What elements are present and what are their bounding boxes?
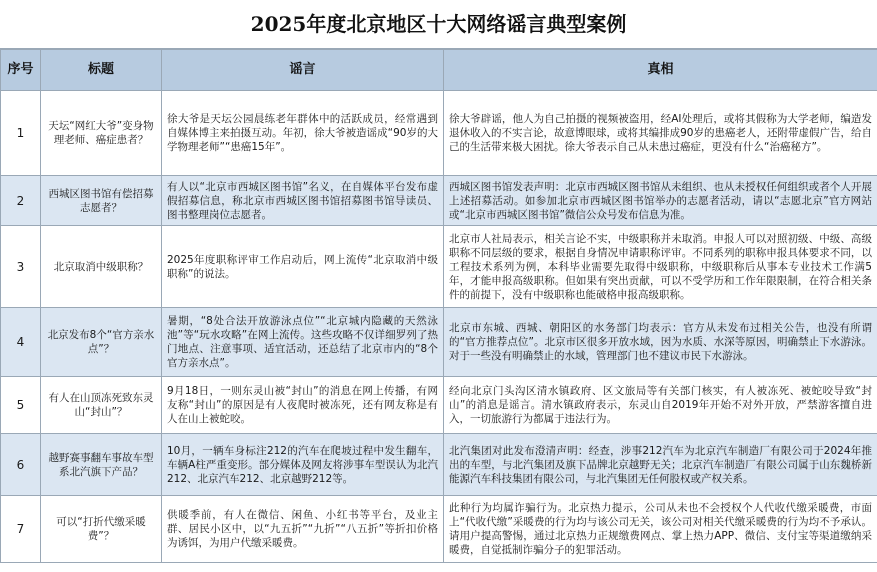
row-rumor: 9月18日，一则东灵山被“封山”的消息在网上传播，有网友称“封山”的原因是有人夜爬时被冻死，还有网友称是有人在山上被蛇咬。	[162, 377, 444, 434]
row-truth: 经向北京门头沟区清水镇政府、区文旅局等有关部门核实，有人被冻死、被蛇咬导致“封山”的消息是谣言。清水镇政府表示，东灵山自2019年开始不对外开放，严禁游客擅自进入，一切旅游行为都属于违法行为。	[444, 377, 877, 434]
row-title: 可以“打折代缴采暖费”？	[41, 496, 162, 563]
row-truth: 北京市东城、西城、朝阳区的水务部门均表示：官方从未发布过相关公告，也没有所谓的“官方推荐点位”。北京市区很多开放水域，因为水质、水深等原因，明确禁止下水游泳。对于一些没有明确禁止的水域，管理部门也不建议市民下水游泳。	[444, 308, 877, 377]
row-number: 4	[1, 308, 41, 377]
table-header-row	[1, 50, 877, 91]
table-row	[1, 434, 877, 496]
rumor-cases-table	[0, 49, 877, 563]
row-rumor: 暑期，“8处合法开放游泳点位”“北京城内隐藏的天然泳池”等“玩水攻略”在网上流传。这些攻略不仅详细罗列了热门地点、注意事项、适宜活动，还总结了北京市内的“8个官方亲水点”。	[162, 308, 444, 377]
row-number: 7	[1, 496, 41, 563]
row-number: 3	[1, 226, 41, 308]
table-row	[1, 308, 877, 377]
row-truth: 西城区图书馆发表声明：北京市西城区图书馆从未组织、也从未授权任何组织或者个人开展上述招募活动。如参加北京市西城区图书馆举办的志愿者活动，请以“志愿北京”官方网站或“北京市西城区图书馆”微信公众号发布信息为准。	[444, 176, 877, 226]
row-rumor: 2025年度职称评审工作启动后，网上流传“北京取消中级职称”的说法。	[162, 226, 444, 308]
row-title: 北京发布8个“官方亲水点”？	[41, 308, 162, 377]
row-number: 1	[1, 91, 41, 176]
row-title: 天坛“网红大爷”变身物理老师、癌症患者？	[41, 91, 162, 176]
table-row	[1, 91, 877, 176]
row-truth: 北京市人社局表示，相关言论不实，中级职称并未取消。申报人可以对照初级、中级、高级职称不同层级的要求，根据自身情况申请职称评审。不同系列的职称申报具体要求不同，以工程技术系列为例，本科毕业需要先取得中级职称，中级职称后从事本专业技术工作满5年，才能申报高级职称。但如果有突出贡献，可以不受学历和工作年限限制，在符合相关条件的前提下，没有中级职称也能破格申报高级职称。	[444, 226, 877, 308]
row-number: 6	[1, 434, 41, 496]
row-rumor: 有人以“北京市西城区图书馆”名义，在自媒体平台发布虚假招募信息，称北京市西城区图书馆招募图书馆导读员、图书整理岗位志愿者。	[162, 176, 444, 226]
row-truth: 北汽集团对此发布澄清声明：经查，涉事212汽车为北京汽车制造厂有限公司于2024年推出的车型，与北汽集团及旗下品牌北京越野无关；北京汽车制造厂有限公司属于山东魏桥新能源汽车科技集团有限公司，与北汽集团无任何股权或产权关系。	[444, 434, 877, 496]
table-row	[1, 176, 877, 226]
table-row	[1, 377, 877, 434]
document-title: 2025年度北京地区十大网络谣言典型案例	[0, 0, 877, 49]
header-title: 标题	[41, 50, 162, 91]
row-title: 有人在山顶冻死致东灵山“封山”？	[41, 377, 162, 434]
row-rumor: 10月，一辆车身标注212的汽车在爬坡过程中发生翻车，车辆A柱严重变形。部分媒体及网友将涉事车型误认为北汽212、北京汽车212、北京越野212等。	[162, 434, 444, 496]
row-title: 北京取消中级职称？	[41, 226, 162, 308]
header-num: 序号	[1, 50, 41, 91]
row-truth: 此种行为均属诈骗行为。北京热力提示，公司从未也不会授权个人代收代缴采暖费，市面上“代收代缴”采暖费的行为均与该公司无关，该公司对相关代缴采暖费的行为均不予承认。请用户提高警惕，通过北京热力正规缴费网点、掌上热力APP、微信、支付宝等渠道缴纳采暖费，自觉抵制诈骗分子的犯罪活动。	[444, 496, 877, 563]
header-truth: 真相	[444, 50, 877, 91]
row-rumor: 徐大爷是天坛公园晨练老年群体中的活跃成员，经常遇到自媒体博主来拍摄互动。年初，徐大爷被造谣成“90岁的大学物理老师”“患癌15年”。	[162, 91, 444, 176]
row-number: 2	[1, 176, 41, 226]
row-number: 5	[1, 377, 41, 434]
table-row	[1, 496, 877, 563]
row-title: 越野赛事翻车事故车型系北汽旗下产品？	[41, 434, 162, 496]
row-truth: 徐大爷辟谣，他人为自己拍摄的视频被盗用，经AI处理后，或将其假称为大学老师，编造发退休收入的不实言论，故意博眼球，或将其编排成90岁的患癌老人，还附带虚假广告，给自己的生活带来极大困扰。徐大爷表示自己从未患过癌症，更没有什么“治癌秘方”。	[444, 91, 877, 176]
header-rumor: 谣言	[162, 50, 444, 91]
row-rumor: 供暖季前，有人在微信、闲鱼、小红书等平台，及业主群、居民小区中，以“九五折”“九折”“八五折”等折扣价格为诱饵，为用户代缴采暖费。	[162, 496, 444, 563]
table-row	[1, 226, 877, 308]
row-title: 西城区图书馆有偿招募志愿者？	[41, 176, 162, 226]
